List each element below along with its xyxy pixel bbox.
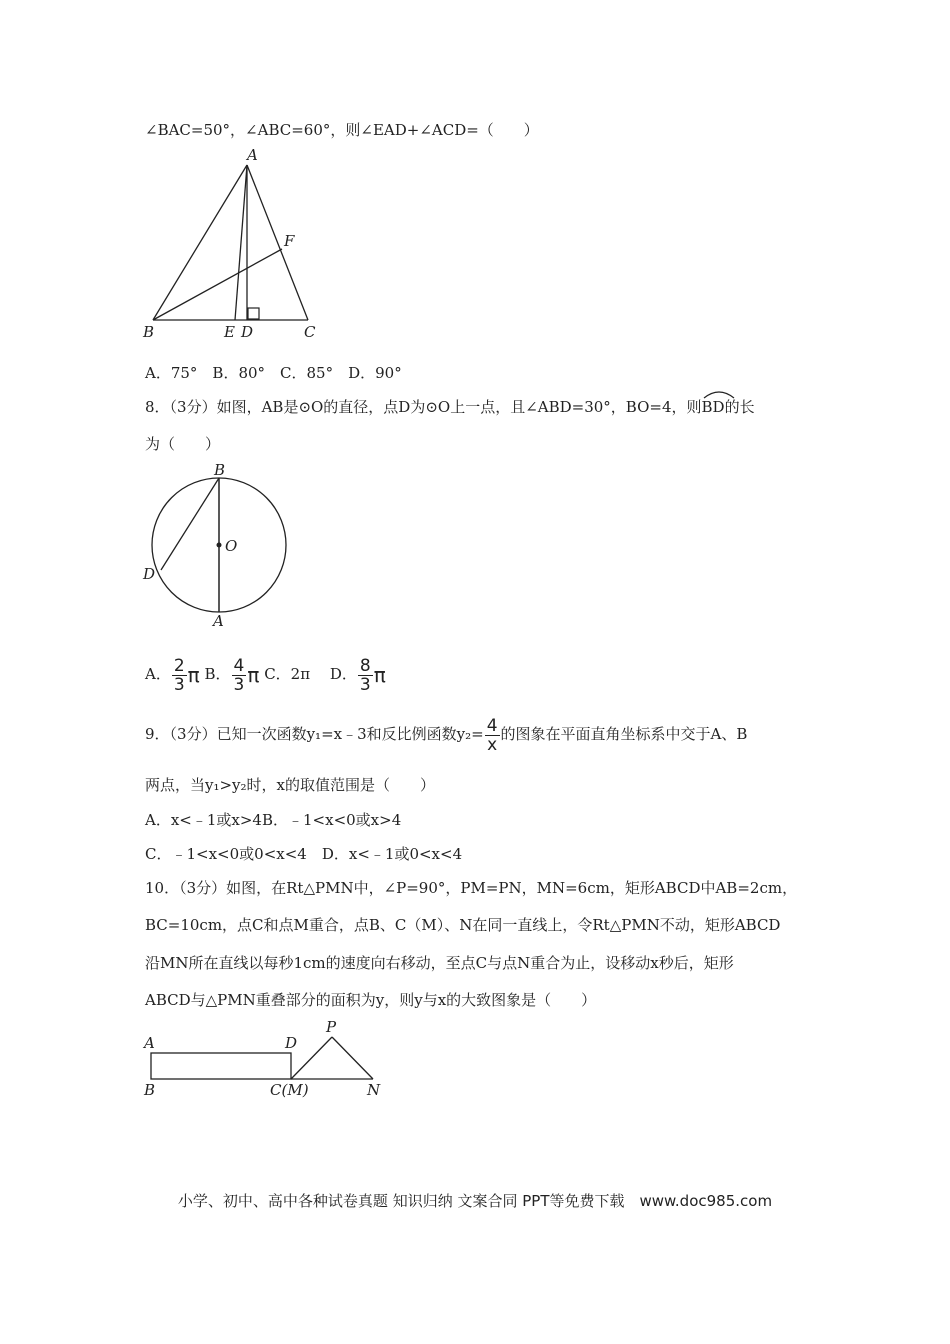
q10-rectangle-triangle-figure [140, 1015, 400, 1100]
pi-symbol: π [187, 663, 200, 687]
label-p: P [326, 1018, 337, 1036]
q8-option-d-prefix: D． [329, 665, 357, 683]
q8-stem-a: 8．（3分）如图，AB是⊙O的直径，点D为⊙O上一点，且∠ABD=30°，BO=4，则 [145, 398, 702, 416]
q10-stem-line2: BC=10cm，点C和点M重合，点B、C（M）、N在同一直线上，令Rt△PMN不动，矩形ABCD [145, 916, 781, 934]
q10-stem-line4: ABCD与△PMN重叠部分的面积为y，则y与x的大致图象是（ ） [145, 991, 597, 1009]
q10-stem-line1: 10．（3分）如图，在Rt△PMN中，∠P=90°，PM=PN，MN=6cm，矩形ABCD中AB=2cm， [145, 879, 798, 897]
pi-symbol: π [247, 663, 260, 687]
label-cm: C(M) [270, 1081, 309, 1099]
q9-stem-a: 9．（3分）已知一次函数y₁=x﹣3和反比例函数y₂= [145, 725, 484, 743]
label-e: E [224, 323, 235, 341]
segment-mp [291, 1037, 332, 1079]
fraction-d: $\frac{8}{3}$ [359, 655, 371, 695]
segment-ac [247, 165, 308, 320]
q7-options: A．75° B．80° C．85° D．90° [145, 364, 402, 382]
label-d: D [241, 323, 254, 341]
segment-ae [235, 165, 247, 320]
rectangle-abcd [151, 1053, 291, 1079]
q9-options-cd: C．﹣1<x<0或0<x<4 D．x<﹣1或0<x<4 [145, 845, 463, 863]
arc-bd [702, 397, 725, 417]
label-b: B [143, 323, 155, 341]
q8-option-a-prefix: A． [145, 665, 171, 683]
label-o: O [225, 537, 238, 555]
q8-options [145, 652, 386, 696]
arc-mark-icon [702, 389, 736, 399]
q8-option-b-prefix: B． [204, 665, 231, 683]
fraction-4-over-x: $\frac{4}{x}$ [486, 715, 498, 755]
label-b: B [214, 461, 226, 479]
label-a: A [247, 146, 258, 164]
q10-stem-line3: 沿MN所在直线以每秒1cm的速度向右移动，至点C与点N重合为止，设移动x秒后，矩形 [145, 954, 734, 972]
segment-ab [153, 165, 247, 320]
q8-stem-b: 的长 [724, 398, 755, 416]
chord-bd [161, 478, 219, 570]
page-footer: 小学、初中、高中各种试卷真题 知识归纳 文案合同 PPT等免费下载 www.doc985.com [177, 1192, 773, 1210]
label-b: B [144, 1081, 156, 1099]
label-a: A [144, 1034, 155, 1052]
pi-symbol: π [373, 663, 386, 687]
q8-option-c: C．2π [264, 665, 326, 683]
q9-stem-line2: 两点，当y₁>y₂时，x的取值范围是（ ） [145, 776, 436, 794]
label-c: C [304, 323, 316, 341]
segment-bf [153, 249, 282, 320]
arc-bd-label: BD [701, 398, 725, 416]
q7-stem: ∠BAC=50°，∠ABC=60°，则∠EAD+∠ACD=（ ） [145, 121, 539, 139]
q7-triangle-figure [140, 145, 330, 345]
q9-stem-b: 的图象在平面直角坐标系中交于A、B [500, 725, 748, 743]
fraction-b: $\frac{4}{3}$ [233, 655, 245, 695]
label-d: D [285, 1034, 298, 1052]
q8-stem-line1 [145, 397, 755, 417]
label-d: D [143, 565, 156, 583]
segment-pn [332, 1037, 373, 1079]
right-angle-mark [248, 308, 259, 319]
q9-options-ab: A．x<﹣1或x>4B．﹣1<x<0或x>4 [145, 811, 402, 829]
label-a: A [213, 612, 224, 630]
center-point [217, 543, 222, 548]
label-f: F [284, 232, 295, 250]
q9-stem-line1 [145, 712, 747, 756]
q8-stem-line2: 为（ ） [145, 435, 221, 453]
fraction-a: $\frac{2}{3}$ [173, 655, 185, 695]
q8-circle-figure [140, 460, 310, 630]
label-n: N [367, 1081, 381, 1099]
